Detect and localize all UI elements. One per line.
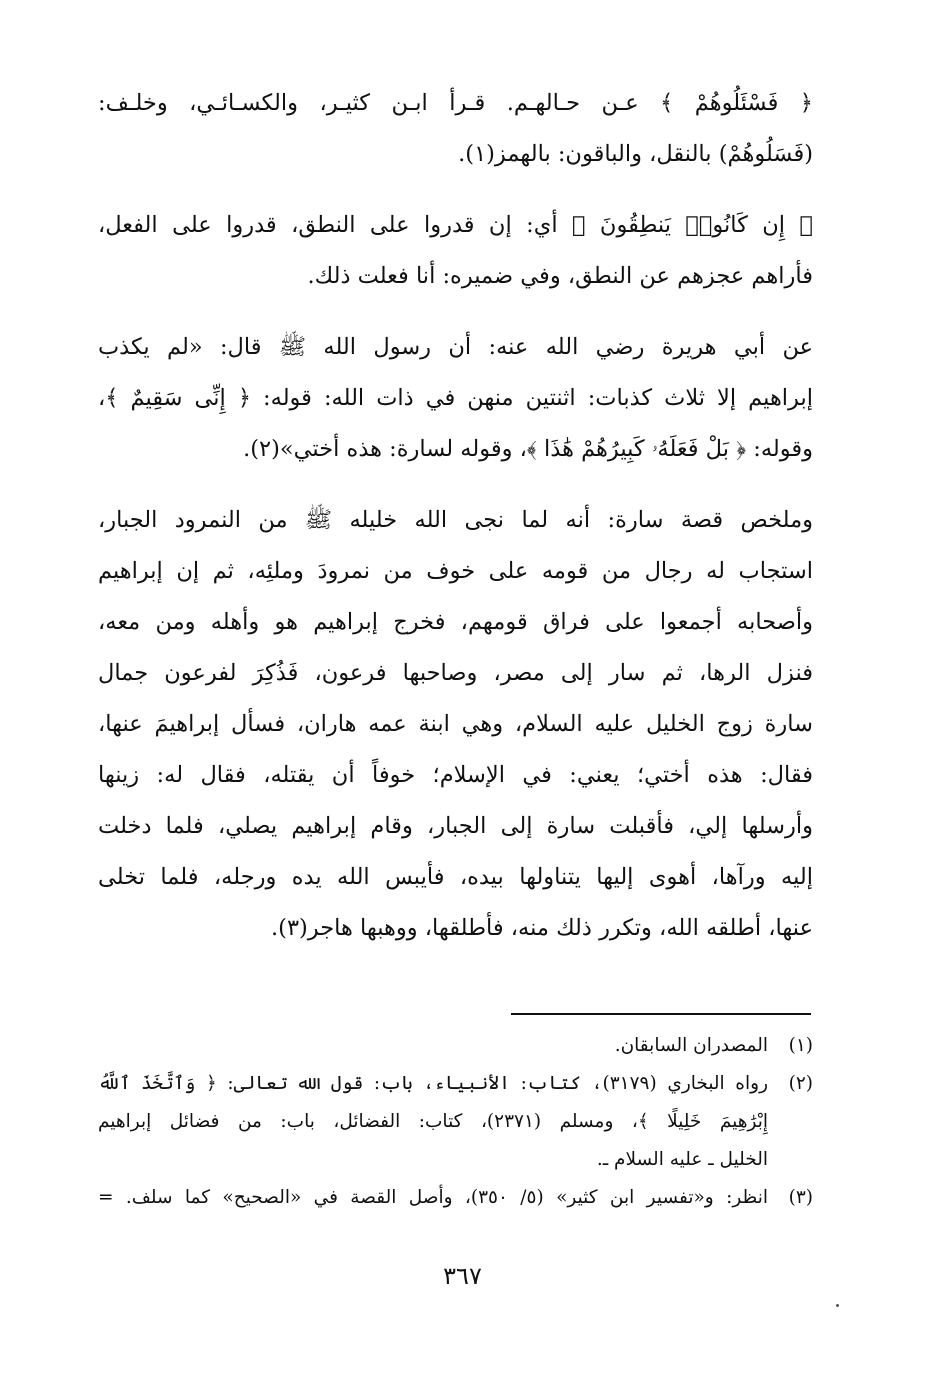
text-line: استجاب له رجال من قومه على خوف من نمرودَ وملئِه، ثم إن إبراهيم	[98, 558, 813, 584]
text-line: عنها، أطلقه الله، وتكرر ذلك منه، فأطلقها، ووهبها هاجر(٣).	[271, 915, 813, 941]
text-line: ﴿ فَسْئَلُوهُمْ ﴾ عـن حـالهـم. قـرأ ابـن كثيـر، والكسـائـي، وخلـف:	[98, 90, 813, 116]
footnote-divider	[511, 1013, 811, 1015]
text-line: وملخص قصة سارة: أنه لما نجى الله خليله ﷺ من النمرود الجبار،	[98, 507, 813, 533]
text-line: فنزل الرها، ثم سار إلى مصر، وصاحبها فرعون، فَذُكِرَ لفرعون جمال	[98, 660, 813, 686]
footnote-3	[98, 1179, 813, 1217]
footnote-number: (٢)	[788, 1073, 813, 1094]
text-line: وقوله: ﴿ بَلْ فَعَلَهُۥ كَبِيرُهُمْ هَٰذَا ﴾، وقوله لسارة: هذه أختي»(٢).	[243, 436, 813, 462]
main-text	[98, 78, 813, 954]
footnote-line: رواه البخاري (٣١٧٩)، كتاب: الأنبياء، باب: قول الله تعالى: ﴿ وَٱتَّخَذَ ٱللَّهُ	[98, 1073, 769, 1094]
paragraph-2	[98, 200, 813, 302]
footnote-line: انظر: و«تفسير ابن كثير» (٥/ ٣٥٠)، وأصل القصة في «الصحيح» كما سلف. =	[98, 1187, 768, 1208]
paragraph-4	[98, 495, 813, 954]
footnote-number: (٣)	[788, 1187, 813, 1208]
text-line: فقال: هذه أختي؛ يعني: في الإسلام؛ خوفاً أن يقتله، فقال له: زينها	[98, 762, 813, 788]
page-number: ٣٦٧	[443, 1262, 482, 1290]
text-line: (فَسَلُوهُمْ) بالنقل، والباقون: بالهمز(١).	[458, 141, 813, 167]
text-line: إليه ورآها، أهوى إليها يتناولها بيده، فأيبس الله يده ورجله، فلما تخلى	[98, 864, 813, 890]
text-line: عن أبي هريرة رضي الله عنه: أن رسول الله ﷺ قال: «لم يكذب	[98, 334, 813, 360]
footnote-1	[98, 1027, 813, 1065]
text-line: ﴿ إِن كَانُوا۟ يَنطِقُونَ ﴾ أي: إن قدروا على النطق، قدروا على الفعل،	[98, 212, 813, 238]
footnote-2	[98, 1065, 813, 1179]
footnote-line: الخليل ـ عليه السلام ـ.	[596, 1149, 768, 1170]
text-line: وأرسلها إلي، فأقبلت سارة إلى الجبار، وقام إبراهيم يصلي، فلما دخلت	[98, 813, 813, 839]
footnote-number: (١)	[788, 1035, 813, 1056]
paragraph-3	[98, 322, 813, 475]
text-line: فأراهم عجزهم عن النطق، وفي ضميره: أنا فعلت ذلك.	[307, 263, 813, 289]
footnotes	[98, 1027, 813, 1217]
footnote-line: إِبْرَٰهِيمَ خَلِيلًا ﴾، ومسلم (٢٣٧١)، كتاب: الفضائل، باب: من فضائل إبراهيم	[98, 1111, 768, 1132]
scan-speck	[836, 1304, 839, 1307]
text-line: إبراهيم إلا ثلاث كذبات: اثنتين منهن في ذات الله: قوله: ﴿ إِنِّى سَقِيمٌ ﴾،	[98, 385, 813, 411]
text-line: وأصحابه أجمعوا على فراق قومهم، فخرج إبراهيم هو وأهله ومن معه،	[98, 609, 813, 635]
footnote-line: المصدران السابقان.	[614, 1035, 768, 1056]
text-line: سارة زوج الخليل عليه السلام، وهي ابنة عمه هاران، فسأل إبراهيمَ عنها،	[98, 711, 813, 737]
paragraph-1	[98, 78, 813, 180]
